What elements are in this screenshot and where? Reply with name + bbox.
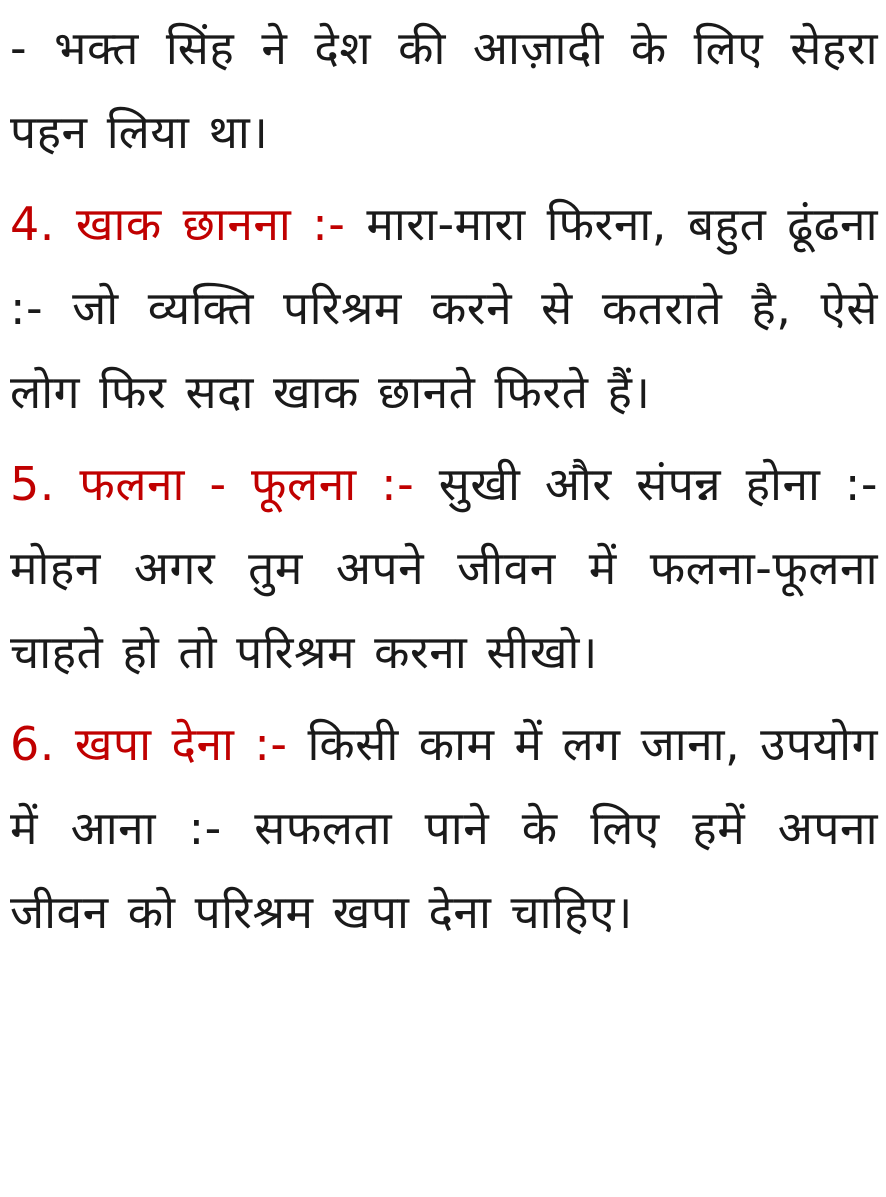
- idiom-body: - भक्त सिंह ने देश की आज़ादी के लिए सेहरा पहन लिया था।: [10, 21, 878, 159]
- idiom-term: 6. खपा देना :-: [10, 717, 308, 771]
- idiom-term: 4. खाक छानना :-: [10, 197, 367, 251]
- idiom-body: मारा-मारा फिरना, बहुत ढूंढना :- जो व्यक्ति परिश्रम करने से कतराते है, ऐसे लोग फिर सदा खाक छानते फिरते हैं।: [10, 197, 878, 419]
- idioms-document: [10, 6, 878, 954]
- idiom-term: 5. फलना - फूलना :-: [10, 457, 439, 511]
- paragraph-idiom-4: [10, 182, 878, 434]
- paragraph-idiom-5: [10, 442, 878, 694]
- idiom-body: सुखी और संपन्न होना :- मोहन अगर तुम अपने जीवन में फलना-फूलना चाहते हो तो परिश्रम करना सीखो।: [10, 457, 879, 679]
- paragraph-continuation: [10, 6, 878, 174]
- idiom-body: किसी काम में लग जाना, उपयोग में आना :- सफलता पाने के लिए हमें अपना जीवन को परिश्रम खपा देना चाहिए।: [10, 717, 878, 939]
- paragraph-idiom-6: [10, 702, 878, 954]
